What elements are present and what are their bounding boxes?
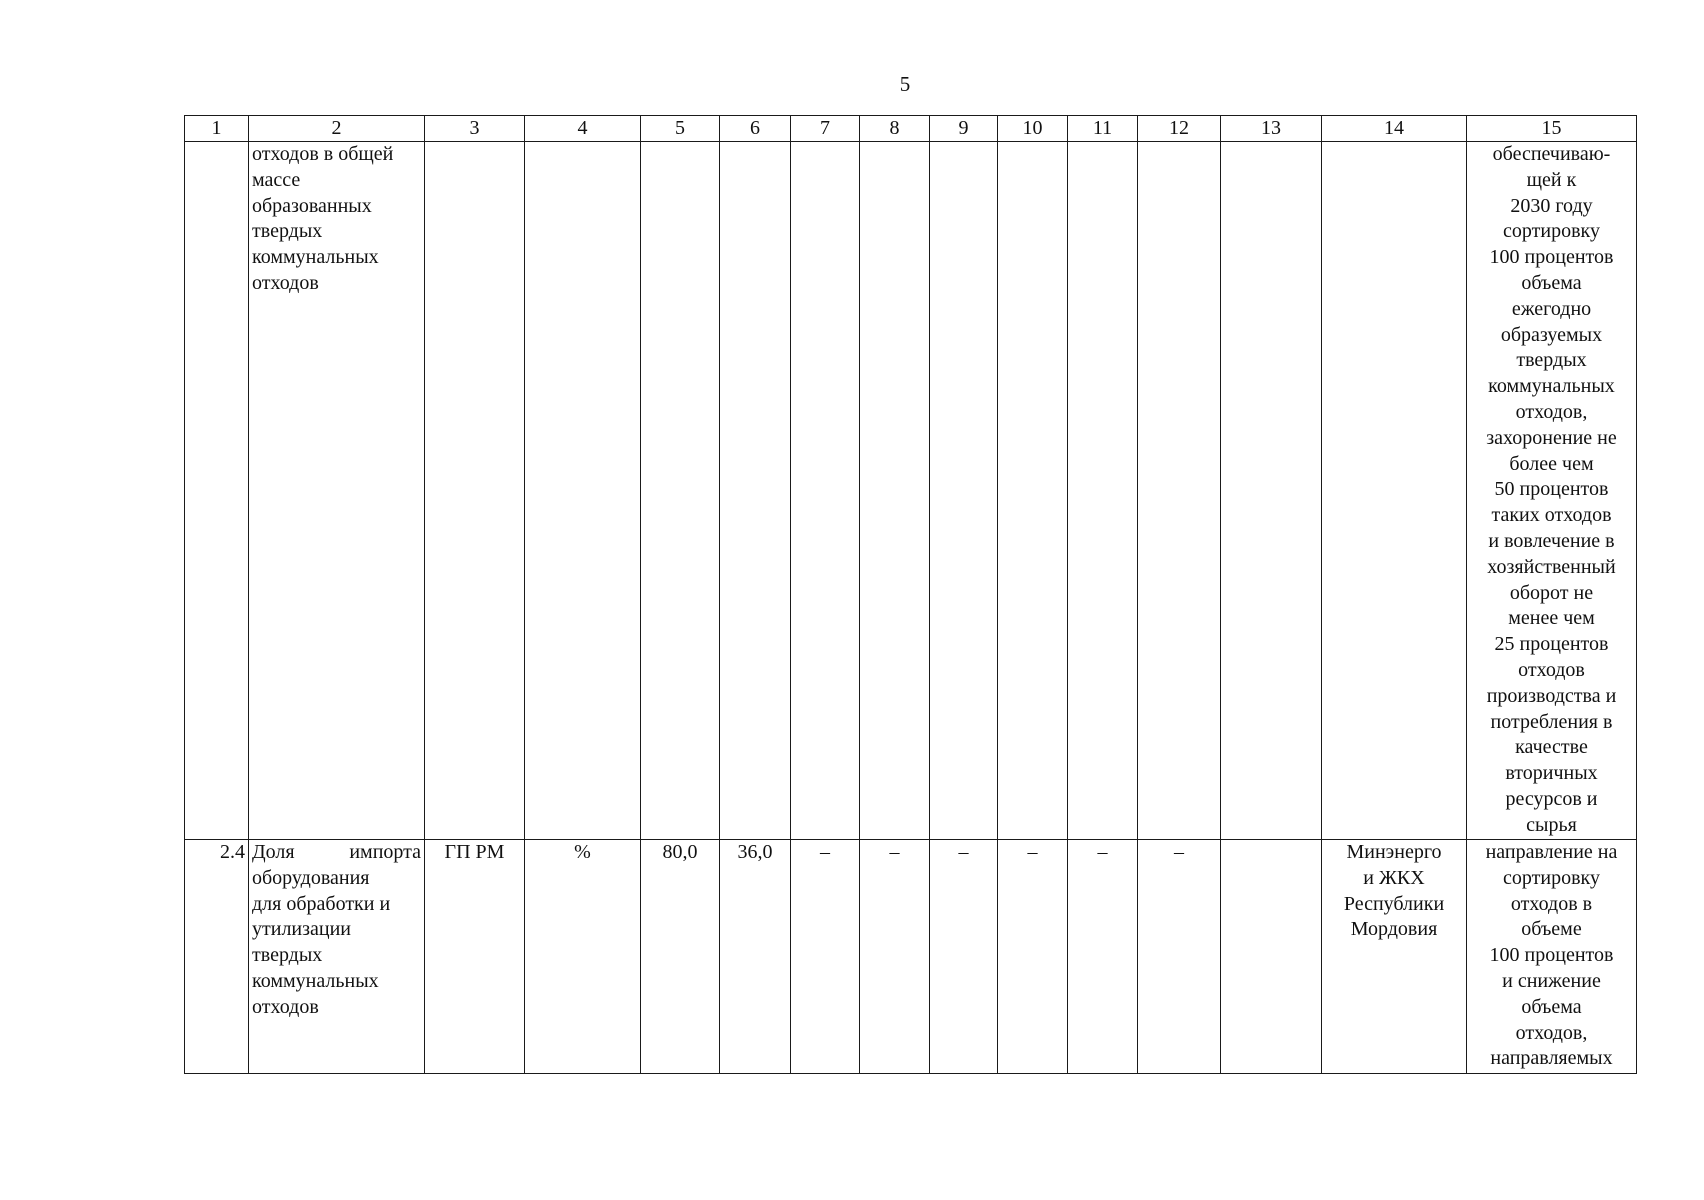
- page-number: 5: [899, 72, 911, 96]
- cell-text-line: твердых: [252, 944, 323, 967]
- column-number-header: 2: [249, 116, 425, 142]
- empty-cell: [1138, 142, 1221, 840]
- cell-text-line: потребления в: [1490, 710, 1613, 733]
- cell-text-line: направляемых: [1490, 1047, 1613, 1070]
- column-number-header: 9: [930, 116, 998, 142]
- row-number-cell: 2.4: [185, 840, 249, 1074]
- cell-text-line: Республики: [1343, 892, 1445, 915]
- cell-text-line: объема: [1521, 271, 1582, 294]
- cell-text-line: отходов в: [1510, 892, 1593, 915]
- value-cell: 80,0: [641, 840, 720, 1074]
- cell-text-line: оборот не: [1509, 581, 1594, 604]
- cell-text-line: 50 процентов: [1494, 478, 1609, 501]
- indicator-name-cell: [249, 840, 425, 1074]
- cell-text-line: качестве: [1515, 736, 1588, 759]
- empty-cell: [1221, 142, 1322, 840]
- empty-cell: [791, 142, 860, 840]
- cell-text-line: 25 процентов: [1494, 633, 1609, 656]
- cell-text-line: массе: [252, 168, 301, 191]
- cell-text-line: вторичных: [1505, 762, 1598, 785]
- table-row: [185, 840, 1637, 1074]
- empty-cell: [641, 142, 720, 840]
- column-number-header: 12: [1138, 116, 1221, 142]
- cell-text-line: и ЖКХ: [1363, 866, 1425, 889]
- cell-text-line: 2030 году: [1510, 194, 1593, 217]
- cell-text-line: ежегодно: [1511, 297, 1592, 320]
- cell-text-line: щей к: [1526, 168, 1577, 191]
- cell-text-line: утилизации: [252, 918, 352, 941]
- cell-text-line: оборудования: [252, 866, 370, 889]
- cell-text-line: отходов,: [1515, 400, 1588, 423]
- indicators-table: [184, 115, 1637, 1074]
- column-number-header: 10: [998, 116, 1068, 142]
- cell-text-line: отходов: [252, 271, 319, 294]
- column-number-header: 13: [1221, 116, 1322, 142]
- value-cell: –: [791, 840, 860, 1074]
- column-number-header: 8: [860, 116, 930, 142]
- cell-text-line: коммунальных: [1488, 375, 1615, 398]
- empty-cell: [525, 142, 641, 840]
- cell-text-line: сырья: [1526, 813, 1577, 836]
- unit-cell: %: [525, 840, 641, 1074]
- cell-text-line: и вовлечение в: [1488, 529, 1615, 552]
- empty-cell: [860, 142, 930, 840]
- cell-text-line: сортировку: [1503, 866, 1600, 889]
- cell-text-line: обеспечиваю-: [1492, 143, 1611, 165]
- cell-text-line: твердых: [252, 220, 323, 243]
- cell-text-line: ресурсов и: [1505, 787, 1598, 810]
- cell-text-line: направление на: [1485, 841, 1618, 863]
- cell-text-line: для обработки и: [252, 892, 391, 915]
- table-row: [185, 142, 1637, 840]
- cell-text-line: твердых: [1516, 349, 1587, 372]
- column-number-header-row: [185, 116, 1637, 142]
- cell-text-line: образованных: [252, 194, 372, 217]
- cell-text-line: коммунальных: [252, 246, 379, 269]
- empty-cell: [720, 142, 791, 840]
- value-cell: –: [860, 840, 930, 1074]
- empty-cell: [930, 142, 998, 840]
- empty-cell: [1068, 142, 1138, 840]
- cell-text-line: сортировку: [1503, 220, 1600, 243]
- cell-text-line: хозяйственный: [1487, 555, 1616, 578]
- cell-text-line: объема: [1521, 995, 1582, 1018]
- column-number-header: 1: [185, 116, 249, 142]
- column-number-header: 7: [791, 116, 860, 142]
- column-number-header: 11: [1068, 116, 1138, 142]
- responsible-cell: [1322, 840, 1467, 1074]
- value-cell: –: [930, 840, 998, 1074]
- value-cell: [1221, 840, 1322, 1074]
- cell-text-line: 100 процентов: [1489, 246, 1614, 269]
- cell-text-line: объеме: [1521, 918, 1582, 941]
- row-number-cell: [185, 142, 249, 840]
- cell-text-line: Мордовия: [1350, 918, 1438, 941]
- cell-text-line: отходов: [252, 995, 319, 1018]
- cell-text-line: отходов,: [1515, 1021, 1588, 1044]
- empty-cell: [425, 142, 525, 840]
- cell-text-line: Минэнерго: [1346, 841, 1442, 863]
- column-number-header: 6: [720, 116, 791, 142]
- cell-text-line: 100 процентов: [1489, 944, 1614, 967]
- cell-text-line: производства и: [1486, 684, 1617, 707]
- value-cell: –: [1138, 840, 1221, 1074]
- cell-text-line: более чем: [1509, 452, 1594, 475]
- cell-text-line: менее чем: [1508, 607, 1595, 630]
- value-cell: –: [998, 840, 1068, 1074]
- cell-text-line: отходов: [1518, 658, 1585, 681]
- cell-text-line: и снижение: [1502, 969, 1601, 992]
- cell-text-line: коммунальных: [252, 969, 379, 992]
- value-cell: –: [1068, 840, 1138, 1074]
- column-number-header: 14: [1322, 116, 1467, 142]
- value-cell: 36,0: [720, 840, 791, 1074]
- cell-text-line: захоронение не: [1486, 426, 1617, 449]
- cell-text-line: образуемых: [1500, 323, 1603, 346]
- result-description-cell: [1467, 142, 1637, 840]
- program-cell: ГП РМ: [425, 840, 525, 1074]
- column-number-header: 4: [525, 116, 641, 142]
- column-number-header: 5: [641, 116, 720, 142]
- column-number-header: 3: [425, 116, 525, 142]
- empty-cell: [998, 142, 1068, 840]
- column-number-header: 15: [1467, 116, 1637, 142]
- cell-text-line: таких отходов: [1491, 504, 1612, 527]
- result-description-cell: [1467, 840, 1637, 1074]
- cell-text-line: отходов в общей: [252, 143, 394, 165]
- empty-cell: [1322, 142, 1467, 840]
- cell-text-line: Доля импорта: [252, 841, 421, 863]
- indicator-name-cell: [249, 142, 425, 840]
